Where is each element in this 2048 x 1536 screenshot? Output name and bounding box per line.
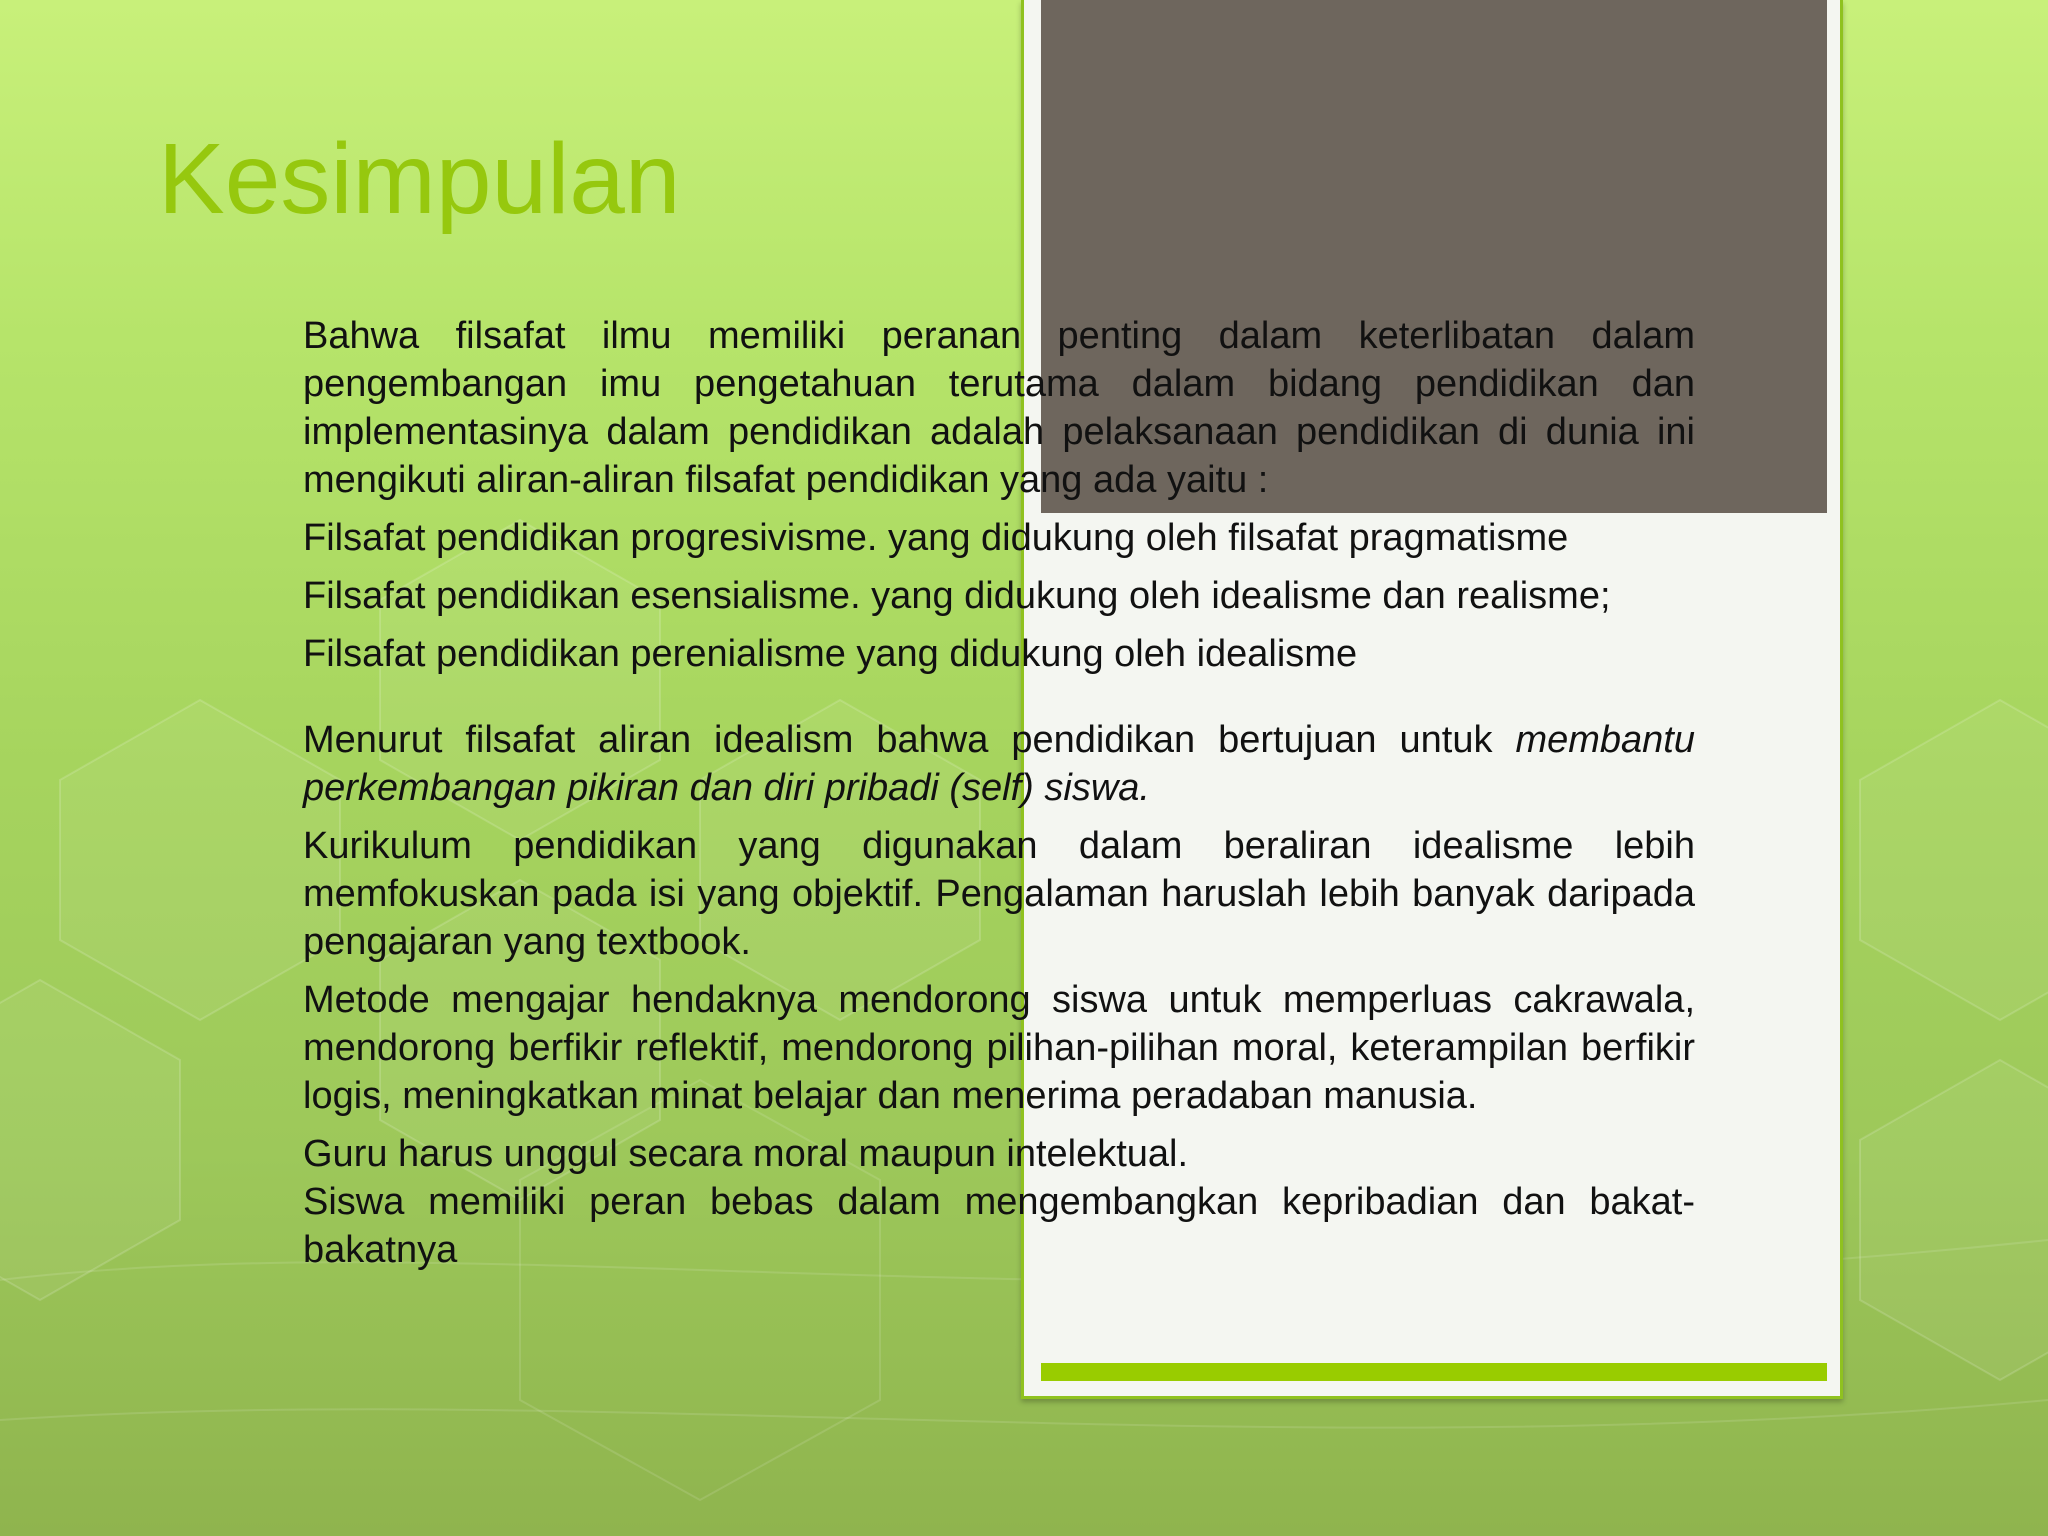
curriculum-paragraph: Kurikulum pendidikan yang digunakan dalam beraliran idealisme lebih memfokuskan pada isi yang objektif. Pengalaman haruslah lebih banyak daripada pengajaran yang textbook.	[303, 825, 1695, 963]
list-item: Filsafat pendidikan progresivisme. yang didukung oleh filsafat pragmatisme	[303, 517, 1569, 559]
slide-title: Kesimpulan	[158, 123, 681, 235]
list-item: Filsafat pendidikan perenialisme yang didukung oleh idealisme	[303, 633, 1358, 675]
idealism-lead-text: Menurut filsafat aliran idealism bahwa pendidikan bertujuan untuk	[303, 719, 1516, 761]
intro-paragraph: Bahwa filsafat ilmu memiliki peranan penting dalam keterlibatan dalam pengembangan imu pengetahuan terutama dalam bidang pendidikan dan implementasinya dalam pendidikan adalah pelaksanaan pendidikan di dunia ini mengikuti aliran-aliran filsafat pendidikan yang ada yaitu :	[303, 315, 1695, 501]
list-item: Filsafat pendidikan esensialisme. yang didukung oleh idealisme dan realisme;	[303, 575, 1611, 617]
idealism-goal-text: membantu perkembangan pikiran dan diri pribadi (self) siswa.	[303, 719, 1695, 809]
slide-body	[303, 312, 1695, 1274]
method-paragraph: Metode mengajar hendaknya mendorong siswa untuk memperluas cakrawala, mendorong berfikir reflektif, mendorong pilihan-pilihan moral, keterampilan berfikir logis, meningkatkan minat belajar dan menerima peradaban manusia.	[303, 979, 1695, 1117]
teacher-line: Guru harus unggul secara moral maupun intelektual.	[303, 1133, 1189, 1175]
idealism-paragraph	[303, 716, 1695, 812]
accent-bar	[1041, 1363, 1827, 1381]
spacer	[303, 678, 1695, 716]
teacher-paragraph	[303, 1130, 1695, 1274]
student-line: Siswa memiliki peran bebas dalam mengembangkan kepribadian dan bakat-bakatnya	[303, 1181, 1695, 1271]
